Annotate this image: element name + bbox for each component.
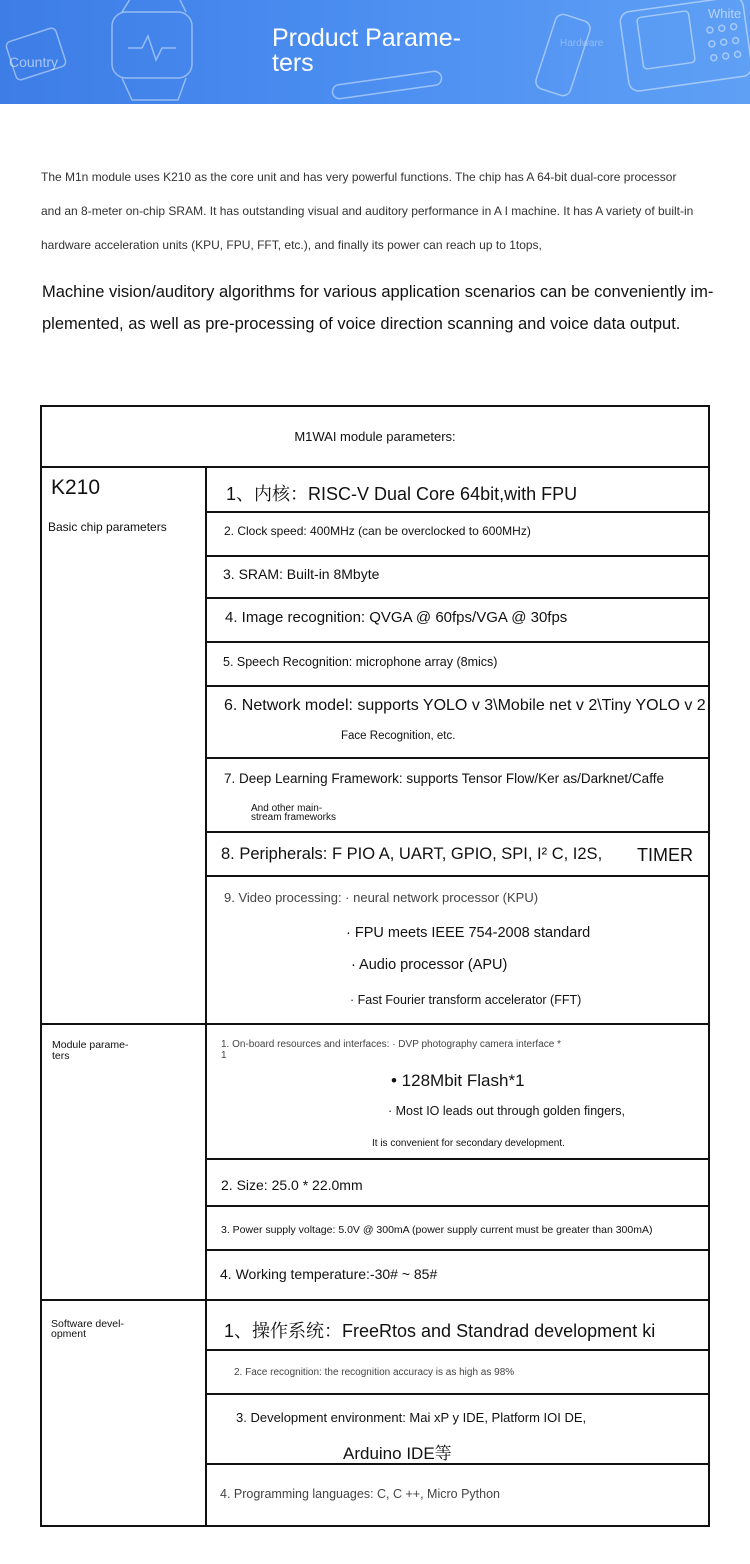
param-row: 5. Speech Recognition: microphone array (8mics) — [223, 655, 498, 669]
param-row: 2. Clock speed: 400MHz (can be overclocked to 600MHz) — [224, 524, 531, 538]
param-row: 2. Face recognition: the recognition accuracy is as high as 98% — [234, 1367, 515, 1378]
intro-line: and an 8-meter on-chip SRAM. It has outstanding visual and auditory performance in A I machine. It has A variety of built-in — [41, 204, 694, 218]
lead-line: Machine vision/auditory algorithms for various application scenarios can be conveniently im- — [42, 283, 714, 301]
section-title-module: Module parame- — [52, 1039, 129, 1051]
param-row-continuation: · Most IO leads out through golden fingers, — [388, 1104, 625, 1118]
param-row: 8. Peripherals: F PIO A, UART, GPIO, SPI, I² C, I2S, — [221, 845, 603, 863]
param-row-continuation: 1 — [221, 1050, 227, 1061]
phone-icon — [534, 12, 592, 97]
lead-paragraph — [42, 276, 722, 340]
parameters-table — [40, 405, 710, 1527]
section-title-software-cont: opment — [51, 1328, 87, 1340]
param-row-continuation: TIMER — [637, 845, 693, 865]
param-row: 1、操作系统：FreeRtos and Standrad development ki — [224, 1321, 656, 1341]
table-header: M1WAI module parameters: — [294, 429, 456, 444]
param-row: 4. Image recognition: QVGA @ 60fps/VGA @ 30fps — [225, 609, 568, 626]
param-row: 3. Development environment: Mai xP y IDE, Platform IOI DE, — [236, 1410, 587, 1425]
param-row-continuation: And other main- — [251, 803, 323, 814]
section-title-module-cont: ters — [52, 1050, 70, 1062]
param-row: 9. Video processing: · neural network processor (KPU) — [224, 890, 539, 905]
param-row: 2. Size: 25.0 * 22.0mm — [221, 1177, 363, 1193]
section-title-k210: K210 — [51, 476, 101, 499]
page-title: Product Parame- ters — [272, 24, 461, 77]
intro-paragraph — [41, 160, 721, 262]
section-title-software: Software devel- — [51, 1318, 124, 1330]
param-row: 3. SRAM: Built-in 8Mbyte — [223, 566, 380, 582]
banner-tag-country: Country — [9, 54, 59, 70]
param-row-continuation: stream frameworks — [251, 812, 337, 823]
intro-line: hardware acceleration units (KPU, FPU, FFT, etc.), and finally its power can reach up to 1tops, — [41, 238, 542, 252]
param-row-continuation: · Audio processor (APU) — [351, 957, 508, 973]
param-row-continuation: Face Recognition, etc. — [341, 730, 456, 742]
param-row: 6. Network model: supports YOLO v 3\Mobile net v 2\Tiny YOLO v 2 — [224, 697, 706, 714]
intro-line: The M1n module uses K210 as the core unit and has very powerful functions. The chip has A 64-bit dual-core processor — [41, 170, 677, 184]
banner-tag-hardware: Hardware — [560, 38, 604, 49]
param-row: 7. Deep Learning Framework: supports Tensor Flow/Ker as/Darknet/Caffe — [224, 771, 664, 786]
section-subtitle-chip: Basic chip parameters — [48, 520, 167, 534]
lead-line: plemented, as well as pre-processing of voice direction scanning and voice data output. — [42, 315, 681, 333]
param-row: 1. On-board resources and interfaces: · DVP photography camera interface * — [221, 1039, 561, 1050]
param-row-continuation: It is convenient for secondary development. — [372, 1138, 565, 1149]
param-row: 1、内核：RISC-V Dual Core 64bit,with FPU — [226, 484, 578, 504]
banner-tag-white: White — [708, 6, 742, 21]
param-row-continuation: · FPU meets IEEE 754-2008 standard — [346, 925, 591, 941]
param-row: 4. Programming languages: C, C ++, Micro Python — [220, 1487, 500, 1501]
param-row: 3. Power supply voltage: 5.0V @ 300mA (power supply current must be greater than 300mA) — [221, 1224, 653, 1236]
smartwatch-icon — [112, 12, 192, 78]
param-row-continuation: · Fast Fourier transform accelerator (FFT) — [350, 993, 582, 1007]
param-row-continuation: • 128Mbit Flash*1 — [391, 1071, 525, 1090]
param-row-continuation: Arduino IDE等 — [343, 1444, 452, 1463]
param-row: 4. Working temperature:-30# ~ 85# — [220, 1266, 438, 1282]
header-banner — [0, 0, 750, 104]
